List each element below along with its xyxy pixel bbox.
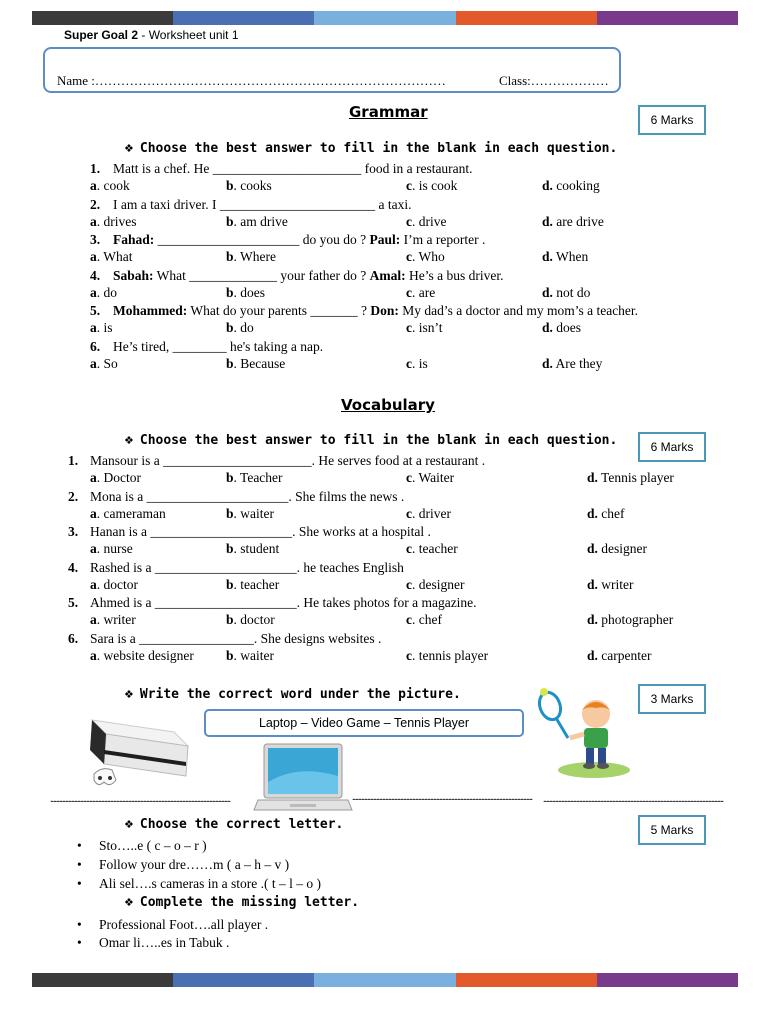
option-text: carpenter	[597, 647, 652, 663]
option-letter: b	[226, 178, 234, 193]
option-letter: b	[226, 355, 234, 371]
question-text: My dad’s a doctor and my mom’s a teacher.	[398, 303, 639, 318]
question-number: 5.	[68, 595, 79, 610]
option-letter: b	[226, 612, 234, 627]
answer-line-3[interactable]: ........................................................................................................................	[543, 794, 723, 805]
answer-option[interactable]	[226, 355, 285, 372]
answer-option[interactable]	[542, 284, 590, 301]
vocabulary-instruction: ❖ Choose the best answer to fill in the blank in each question.	[124, 433, 618, 448]
option-letter: c	[406, 505, 412, 521]
question-line	[90, 231, 485, 248]
option-text: . waiter	[233, 647, 274, 663]
answer-option[interactable]	[226, 213, 288, 230]
option-letter: d.	[587, 541, 598, 556]
option-text: . Doctor	[96, 470, 141, 485]
option-text: . teacher	[233, 576, 280, 592]
option-letter: b	[226, 505, 234, 521]
option-letter: c	[406, 355, 412, 371]
question-line	[68, 452, 485, 469]
option-letter: d.	[542, 320, 553, 335]
answer-option[interactable]	[226, 248, 276, 265]
missing-instruction: ❖ Complete the missing letter.	[124, 895, 360, 910]
grammar-title: Grammar	[349, 103, 428, 121]
question-number: 2.	[90, 196, 101, 212]
option-letter: c	[406, 284, 412, 300]
word-bank-box: Laptop – Video Game – Tennis Player	[204, 709, 524, 737]
answer-option[interactable]	[406, 177, 457, 194]
option-letter: d.	[587, 647, 598, 663]
option-letter: b	[226, 541, 234, 556]
question-text: What do your parents _______ ?	[187, 303, 371, 318]
option-text: not do	[552, 284, 591, 300]
option-text: . drive	[412, 213, 447, 229]
option-letter: d.	[587, 470, 598, 485]
option-letter: a	[90, 249, 97, 264]
option-text: . tennis player	[412, 647, 489, 663]
option-text: chef	[597, 505, 625, 521]
option-text: . do	[96, 284, 117, 300]
speaker-name: Mohammed:	[113, 303, 188, 318]
option-text: Are they	[552, 355, 603, 371]
option-text: . does	[233, 284, 266, 300]
question-number: 3.	[90, 232, 101, 247]
option-letter: d.	[587, 576, 598, 592]
option-text: cooking	[552, 178, 600, 193]
option-text: . waiter	[233, 505, 274, 521]
answer-line-1[interactable]: ........................................................................................................................	[50, 794, 230, 805]
answer-option[interactable]	[406, 213, 447, 230]
answer-option[interactable]	[406, 284, 435, 301]
question-line	[90, 338, 323, 355]
answer-option[interactable]	[406, 248, 445, 265]
question-line	[90, 196, 411, 213]
letter-item: • Ali sel….s cameras in a store .( t – l – o )	[77, 876, 321, 891]
vocabulary-marks-box: 6 Marks	[638, 432, 706, 462]
answer-option[interactable]	[226, 319, 254, 336]
question-number: 2.	[68, 488, 79, 504]
option-text: . doctor	[233, 612, 275, 627]
answer-option[interactable]	[90, 647, 194, 664]
option-letter: a	[90, 505, 97, 521]
option-text: . Teacher	[233, 470, 283, 485]
letters-instruction: ❖ Choose the correct letter.	[124, 817, 344, 832]
question-text: Ahmed is a _____________________. He takes photos for a magazine.	[90, 595, 477, 610]
answer-option[interactable]	[90, 540, 133, 557]
answer-option[interactable]	[542, 177, 600, 194]
option-letter: c	[406, 612, 412, 627]
answer-option[interactable]	[226, 540, 279, 557]
question-text: He’s tired, ________ he's taking a nap.	[113, 338, 324, 354]
option-letter: d.	[542, 178, 553, 193]
option-letter: c	[406, 320, 412, 335]
option-letter: c	[406, 541, 412, 556]
question-text: _____________________ do you do ?	[154, 232, 370, 247]
answer-option[interactable]	[90, 469, 141, 486]
question-line	[68, 594, 477, 611]
question-number: 6.	[90, 338, 101, 354]
option-text: photographer	[597, 612, 674, 627]
answer-option[interactable]	[587, 505, 625, 522]
question-number: 3.	[68, 524, 79, 539]
option-text: . isn’t	[412, 320, 443, 335]
question-line	[90, 267, 503, 284]
option-letter: b	[226, 647, 234, 663]
answer-option[interactable]	[90, 505, 166, 522]
option-text: . Waiter	[412, 470, 455, 485]
answer-option[interactable]	[226, 469, 283, 486]
answer-option[interactable]	[542, 319, 581, 336]
option-text: . writer	[96, 612, 136, 627]
speaker-name: Sabah:	[113, 267, 154, 283]
answer-option[interactable]	[90, 611, 136, 628]
option-letter: b	[226, 249, 234, 264]
letter-item: • Follow your dre……m ( a – h – v )	[77, 857, 290, 872]
question-text: He’s a bus driver.	[405, 267, 504, 283]
option-text: . am drive	[233, 213, 288, 229]
diamond-bullet-icon: ❖	[124, 142, 134, 155]
question-number: 6.	[68, 630, 79, 646]
option-letter: b	[226, 284, 234, 300]
answer-option[interactable]	[90, 319, 113, 336]
answer-option[interactable]	[226, 177, 272, 194]
answer-option[interactable]	[226, 576, 279, 593]
option-text: . is cook	[412, 178, 458, 193]
answer-option[interactable]	[587, 647, 651, 664]
diamond-bullet-icon: ❖	[124, 818, 134, 831]
grammar-instruction: ❖ Choose the best answer to fill in the blank in each question.	[124, 141, 618, 156]
question-text: I’m a reporter .	[400, 232, 486, 247]
answer-option[interactable]	[587, 576, 634, 593]
option-text: does	[552, 320, 582, 335]
question-line	[68, 488, 404, 505]
worksheet-header: Super Goal 2 - Worksheet unit 1	[64, 28, 239, 42]
laptop-picture	[254, 742, 352, 814]
question-text: I am a taxi driver. I _______________________ a taxi.	[113, 196, 412, 212]
vocabulary-title: Vocabulary	[341, 396, 435, 414]
answer-option[interactable]	[226, 284, 265, 301]
option-text: . website designer	[96, 647, 194, 663]
option-text: designer	[597, 541, 647, 556]
answer-option[interactable]	[406, 611, 442, 628]
class-field[interactable]: Class:………………	[499, 73, 609, 88]
question-text: Sara is a _________________. She designs websites .	[90, 630, 382, 646]
answer-option[interactable]	[90, 576, 138, 593]
question-line	[90, 302, 638, 319]
option-text: . Who	[412, 249, 445, 264]
option-letter: b	[226, 213, 234, 229]
answer-option[interactable]	[542, 213, 604, 230]
answer-option[interactable]	[90, 284, 117, 301]
answer-option[interactable]	[406, 319, 443, 336]
question-text: Matt is a chef. He ______________________ food in a restaurant.	[113, 161, 473, 176]
question-text: Mona is a _____________________. She films the news .	[90, 488, 405, 504]
letter-item: • Sto…..e ( c – o – r )	[77, 838, 207, 853]
option-letter: d.	[587, 612, 598, 627]
answer-option[interactable]	[587, 611, 673, 628]
option-text: are drive	[552, 213, 604, 229]
speaker-name: Don:	[370, 303, 399, 318]
answer-option[interactable]	[406, 647, 488, 664]
answer-option[interactable]	[406, 469, 454, 486]
option-text: . drives	[96, 213, 137, 229]
question-number: 4.	[90, 267, 101, 283]
option-text: . chef	[412, 612, 442, 627]
option-text: . are	[412, 284, 436, 300]
answer-option[interactable]	[406, 576, 464, 593]
speaker-name: Fahad:	[113, 232, 155, 247]
video-game-console-picture	[84, 706, 194, 794]
pictures-marks-box: 3 Marks	[638, 684, 706, 714]
option-letter: a	[90, 284, 97, 300]
option-letter: c	[406, 249, 412, 264]
bottom-color-bar	[32, 973, 738, 987]
question-text: What _____________ your father do ?	[153, 267, 370, 283]
option-text: . cooks	[233, 178, 272, 193]
grammar-marks-box: 6 Marks	[638, 105, 706, 135]
answer-option[interactable]	[406, 355, 428, 372]
question-number: 5.	[90, 303, 101, 318]
option-letter: b	[226, 576, 234, 592]
option-letter: a	[90, 213, 97, 229]
question-line	[68, 559, 404, 576]
speaker-name: Amal:	[369, 267, 406, 283]
option-text: . is	[96, 320, 113, 335]
option-text: . What	[96, 249, 133, 264]
answer-option[interactable]	[587, 469, 674, 486]
option-letter: c	[406, 647, 412, 663]
answer-option[interactable]	[90, 177, 130, 194]
answer-option[interactable]	[226, 611, 275, 628]
option-letter: c	[406, 470, 412, 485]
answer-option[interactable]	[90, 213, 137, 230]
answer-option[interactable]	[406, 540, 458, 557]
option-letter: d.	[542, 249, 553, 264]
question-line	[90, 160, 473, 177]
name-box	[43, 47, 621, 93]
question-number: 1.	[90, 161, 101, 176]
option-letter: c	[406, 213, 412, 229]
top-color-bar	[32, 11, 738, 25]
option-text: writer	[597, 576, 634, 592]
option-text: . doctor	[96, 576, 138, 592]
option-text: When	[552, 249, 589, 264]
answer-option[interactable]	[226, 647, 274, 664]
diamond-bullet-icon: ❖	[124, 896, 134, 909]
option-text: . cameraman	[96, 505, 166, 521]
tennis-player-picture	[536, 686, 632, 782]
answer-option[interactable]	[90, 355, 118, 372]
speaker-name: Paul:	[369, 232, 401, 247]
answer-line-2[interactable]: ........................................................................................................................	[352, 792, 532, 803]
option-letter: a	[90, 576, 97, 592]
option-text: . cook	[96, 178, 130, 193]
option-text: . driver	[412, 505, 451, 521]
option-letter: c	[406, 178, 412, 193]
answer-option[interactable]	[542, 248, 588, 265]
option-text: . do	[233, 320, 254, 335]
option-letter: a	[90, 470, 97, 485]
option-text: . Because	[233, 355, 286, 371]
question-text: Mansour is a ______________________. He serves food at a restaurant .	[90, 453, 486, 468]
option-letter: b	[226, 320, 234, 335]
option-letter: a	[90, 541, 97, 556]
option-letter: d.	[587, 505, 598, 521]
option-text: . student	[233, 541, 280, 556]
option-text: . is	[412, 355, 428, 371]
option-text: Tennis player	[597, 470, 674, 485]
answer-option[interactable]	[587, 540, 647, 557]
option-letter: d.	[542, 284, 553, 300]
option-text: . Where	[233, 249, 276, 264]
option-letter: a	[90, 320, 97, 335]
answer-option[interactable]	[406, 505, 451, 522]
option-text: . So	[96, 355, 118, 371]
question-text: Hanan is a _____________________. She works at a hospital .	[90, 524, 431, 539]
missing-item: • Omar li…..es in Tabuk .	[77, 935, 230, 950]
answer-option[interactable]	[226, 505, 274, 522]
question-text: Rashed is a _____________________. he teaches English	[90, 559, 404, 575]
option-letter: a	[90, 612, 97, 627]
option-letter: d.	[542, 355, 553, 371]
letters-marks-box: 5 Marks	[638, 815, 706, 845]
name-field[interactable]: Name :………………………………………………………………………	[57, 73, 446, 88]
question-line	[68, 523, 431, 540]
pictures-instruction: ❖ Write the correct word under the picture.	[124, 687, 461, 702]
option-letter: a	[90, 355, 97, 371]
option-letter: a	[90, 178, 97, 193]
answer-option[interactable]	[90, 248, 133, 265]
option-letter: b	[226, 470, 234, 485]
answer-option[interactable]	[542, 355, 602, 372]
option-text: . designer	[412, 576, 465, 592]
option-letter: d.	[542, 213, 553, 229]
question-line	[68, 630, 381, 647]
question-number: 4.	[68, 559, 79, 575]
option-text: . teacher	[412, 541, 458, 556]
diamond-bullet-icon: ❖	[124, 434, 134, 447]
option-letter: c	[406, 576, 412, 592]
diamond-bullet-icon: ❖	[124, 688, 134, 701]
missing-item: • Professional Foot….all player .	[77, 917, 269, 932]
option-letter: a	[90, 647, 97, 663]
question-number: 1.	[68, 453, 79, 468]
option-text: . nurse	[96, 541, 133, 556]
